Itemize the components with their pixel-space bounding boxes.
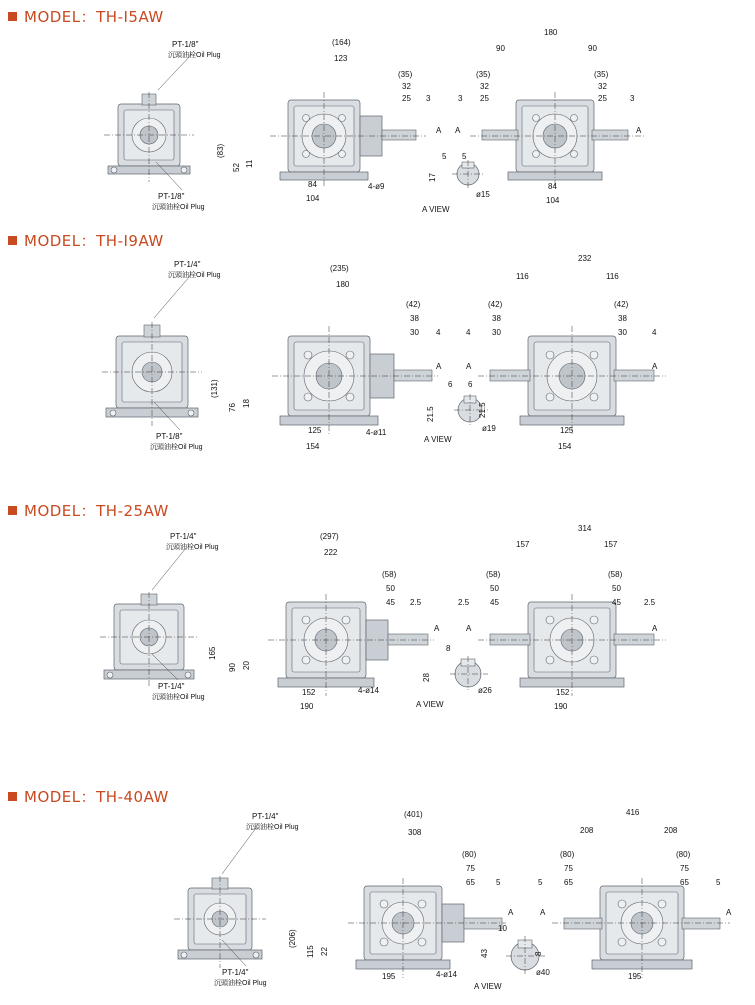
dim-right-1-9: 25 — [598, 94, 607, 103]
dim-front-2-0: (131) — [210, 379, 219, 398]
dim-front-3-1: 90 — [228, 663, 237, 672]
dim-aview-1-3: ø15 — [476, 190, 490, 199]
dim-right-4-3: (80) — [560, 850, 575, 859]
dim-side-4-5: 5 — [496, 878, 501, 887]
dim-right-1-3: (35) — [476, 70, 491, 79]
dim-right-2-12: 154 — [558, 442, 572, 451]
dim-side-3-7: 190 — [300, 702, 314, 711]
callout-pt-4b: PT-1/4" — [222, 968, 249, 977]
dim-aview-1-2: 5 — [462, 152, 467, 161]
dim-side-2-5: 4 — [436, 328, 441, 337]
dim-right-3-6: 2.5 — [458, 598, 470, 607]
callout-pt-4a: PT-1/4" — [252, 812, 279, 821]
callout-cn-3b: 沉頭油栓Oil Plug — [152, 694, 205, 701]
dim-side-1-3: 32 — [402, 82, 411, 91]
model-title-2: MODEL：TH-I9AW — [24, 232, 164, 250]
dim-side-1-2: (35) — [398, 70, 413, 79]
dim-right-4-11: 195 — [628, 972, 642, 981]
bullet-icon — [8, 792, 17, 801]
callout-pt-1b: PT-1/8" — [158, 192, 185, 201]
dim-right-4-9: 65 — [680, 878, 689, 887]
dim-front-4-2: 22 — [320, 947, 329, 956]
dim-right-3-10: 2.5 — [644, 598, 656, 607]
a-mark-4-2: A — [726, 908, 732, 917]
callout-pt-1a: PT-1/8" — [172, 40, 199, 49]
dim-right-4-4: 75 — [564, 864, 573, 873]
dim-right-3-7: (58) — [608, 570, 623, 579]
dim-right-2-4: 38 — [492, 314, 501, 323]
callout-cn-1a: 沉頭油栓Oil Plug — [168, 52, 221, 59]
dim-side-2-4: 30 — [410, 328, 419, 337]
dim-right-3-11: 152 — [556, 688, 570, 697]
dim-aview-3-1: 8 — [446, 644, 451, 653]
dim-right-1-12: 104 — [546, 196, 560, 205]
a-mark-3-1: A — [466, 624, 472, 633]
dim-right-4-6: 5 — [538, 878, 543, 887]
dim-aview-3-0: 28 — [422, 673, 431, 682]
dim-right-4-1: 208 — [580, 826, 594, 835]
dim-right-4-10: 5 — [716, 878, 721, 887]
dim-side-2-8: 4-ø11 — [366, 428, 387, 437]
section-th-15aw — [0, 0, 755, 222]
leader-line-2b — [150, 400, 190, 436]
dim-right-4-0: 416 — [626, 808, 640, 817]
callout-cn-4a: 沉頭油栓Oil Plug — [246, 824, 299, 831]
dim-right-1-10: 3 — [630, 94, 635, 103]
dim-aview-2-0: 21.5 — [426, 406, 435, 422]
dim-aview-4-3: ø40 — [536, 968, 550, 977]
callout-pt-2a: PT-1/4" — [174, 260, 201, 269]
dim-right-1-2: 90 — [588, 44, 597, 53]
model-header-1 — [8, 6, 164, 27]
callout-cn-4b: 沉頭油栓Oil Plug — [214, 980, 267, 987]
leader-line-3b — [148, 652, 188, 686]
a-view-label-2: A VIEW — [424, 435, 452, 444]
dim-right-1-1: 90 — [496, 44, 505, 53]
callout-cn-1b: 沉頭油栓Oil Plug — [152, 204, 205, 211]
dim-front-1-0: (83) — [216, 143, 225, 158]
dim-right-3-5: 45 — [490, 598, 499, 607]
dim-right-2-0: 232 — [578, 254, 592, 263]
dim-aview-1-0: 17 — [428, 173, 437, 182]
a-view-label-4: A VIEW — [474, 982, 502, 991]
a-view-label-1: A VIEW — [422, 205, 450, 214]
leader-line-3a — [144, 546, 192, 596]
dim-side-3-4: 45 — [386, 598, 395, 607]
dim-right-4-8: 75 — [680, 864, 689, 873]
dim-right-1-6: 3 — [458, 94, 463, 103]
side-view-3 — [268, 592, 438, 702]
a-mark-3-2: A — [652, 624, 658, 633]
callout-pt-2b: PT-1/8" — [156, 432, 183, 441]
side-view-1 — [270, 92, 430, 192]
dim-right-2-9: 30 — [618, 328, 627, 337]
dim-front-3-2: 20 — [242, 661, 251, 670]
right-view-3 — [478, 592, 668, 702]
dim-right-1-7: (35) — [594, 70, 609, 79]
dim-side-1-8: 4-ø9 — [368, 182, 385, 191]
dim-aview-2-1: 21.5 — [478, 402, 487, 418]
dim-side-4-7: 4-ø14 — [436, 970, 457, 979]
leader-line-1a — [148, 52, 198, 97]
model-title-3: MODEL：TH-25AW — [24, 502, 169, 520]
dim-right-1-11: 84 — [548, 182, 557, 191]
dim-side-3-3: 50 — [386, 584, 395, 593]
leader-line-4a — [216, 826, 260, 880]
callout-cn-2a: 沉頭油栓Oil Plug — [168, 272, 221, 279]
dim-side-2-1: 180 — [336, 280, 350, 289]
dim-front-2-2: 18 — [242, 399, 251, 408]
dim-right-2-2: 116 — [606, 272, 619, 281]
callout-cn-3a: 沉頭油栓Oil Plug — [166, 544, 219, 551]
dim-right-4-7: (80) — [676, 850, 691, 859]
side-view-2 — [272, 322, 442, 437]
dim-right-1-8: 32 — [598, 82, 607, 91]
dim-right-2-10: 4 — [652, 328, 657, 337]
bullet-icon — [8, 506, 17, 515]
dim-right-3-2: 157 — [604, 540, 618, 549]
dim-aview-2-3: 6 — [468, 380, 473, 389]
dim-side-2-0: (235) — [330, 264, 349, 273]
dim-front-3-0: 165 — [208, 646, 217, 660]
dim-side-4-4: 65 — [466, 878, 475, 887]
dim-side-2-7: 154 — [306, 442, 320, 451]
dim-right-2-1: 116 — [516, 272, 529, 281]
callout-cn-2b: 沉頭油栓Oil Plug — [150, 444, 203, 451]
dim-aview-4-0: 43 — [480, 949, 489, 958]
dim-side-2-3: 38 — [410, 314, 419, 323]
a-mark-1-0: A — [436, 126, 442, 135]
dim-side-4-0: (401) — [404, 810, 423, 819]
dim-right-3-4: 50 — [490, 584, 499, 593]
model-title-4: MODEL：TH-40AW — [24, 788, 169, 806]
leader-line-1b — [152, 160, 192, 195]
dim-side-3-8: 4-ø14 — [358, 686, 379, 695]
dim-side-1-5: 3 — [426, 94, 431, 103]
dim-side-4-3: 75 — [466, 864, 475, 873]
section-th-40aw — [0, 778, 755, 1005]
model-header-4 — [8, 786, 169, 807]
right-view-4 — [552, 876, 732, 986]
dim-side-1-7: 104 — [306, 194, 320, 203]
dim-side-1-4: 25 — [402, 94, 411, 103]
dim-side-1-0: (164) — [332, 38, 351, 47]
dim-side-2-2: (42) — [406, 300, 421, 309]
dim-side-3-2: (58) — [382, 570, 397, 579]
model-header-3 — [8, 500, 169, 521]
dim-aview-3-2: ø26 — [478, 686, 492, 695]
a-mark-1-1: A — [455, 126, 461, 135]
dim-side-4-1: 308 — [408, 828, 422, 837]
dim-side-3-0: (297) — [320, 532, 339, 541]
dim-side-4-6: 195 — [382, 972, 396, 981]
dim-right-2-3: (42) — [488, 300, 503, 309]
a-mark-2-2: A — [652, 362, 658, 371]
a-mark-2-1: A — [466, 362, 472, 371]
section-th-25aw — [0, 492, 755, 742]
dim-right-2-7: (42) — [614, 300, 629, 309]
callout-pt-3a: PT-1/4" — [170, 532, 197, 541]
a-mark-4-1: A — [540, 908, 546, 917]
dim-front-2-1: 76 — [228, 403, 237, 412]
dim-side-1-6: 84 — [308, 180, 317, 189]
dim-right-4-2: 208 — [664, 826, 678, 835]
bullet-icon — [8, 12, 17, 21]
model-title-1: MODEL：TH-I5AW — [24, 8, 164, 26]
dim-right-2-6: 4 — [466, 328, 471, 337]
dim-right-3-8: 50 — [612, 584, 621, 593]
dim-right-3-9: 45 — [612, 598, 621, 607]
dim-right-1-5: 25 — [480, 94, 489, 103]
dim-front-1-2: 11 — [245, 159, 254, 168]
dim-right-4-5: 65 — [564, 878, 573, 887]
dim-aview-4-1: 10 — [498, 924, 507, 933]
right-view-1 — [470, 92, 650, 192]
dim-right-2-8: 38 — [618, 314, 627, 323]
leader-line-4b — [216, 938, 256, 970]
bullet-icon — [8, 236, 17, 245]
dim-side-3-1: 222 — [324, 548, 338, 557]
dim-right-2-11: 125 — [560, 426, 574, 435]
dim-side-3-6: 152 — [302, 688, 316, 697]
dim-right-3-0: 314 — [578, 524, 592, 533]
a-mark-3-0: A — [434, 624, 440, 633]
dim-side-1-1: 123 — [334, 54, 348, 63]
a-view-detail-1 — [448, 160, 488, 192]
dim-aview-2-2: 6 — [448, 380, 453, 389]
a-mark-1-2: A — [636, 126, 642, 135]
right-view-2 — [478, 322, 668, 437]
dim-aview-1-1: 5 — [442, 152, 447, 161]
dim-side-4-2: (80) — [462, 850, 477, 859]
a-view-label-3: A VIEW — [416, 700, 444, 709]
section-th-19aw — [0, 222, 755, 472]
model-header-2 — [8, 230, 164, 251]
dim-front-1-1: 52 — [232, 163, 241, 172]
callout-pt-3b: PT-1/4" — [158, 682, 185, 691]
a-mark-2-0: A — [436, 362, 442, 371]
dim-right-1-0: 180 — [544, 28, 558, 37]
dim-right-2-5: 30 — [492, 328, 501, 337]
dim-right-3-1: 157 — [516, 540, 530, 549]
dim-right-3-3: (58) — [486, 570, 501, 579]
leader-line-2a — [146, 274, 196, 324]
dim-front-4-1: 115 — [306, 945, 315, 958]
dim-right-1-4: 32 — [480, 82, 489, 91]
dim-aview-2-4: ø19 — [482, 424, 496, 433]
a-mark-4-0: A — [508, 908, 514, 917]
dim-side-2-6: 125 — [308, 426, 322, 435]
dim-front-4-0: (206) — [288, 929, 297, 948]
dim-side-3-5: 2.5 — [410, 598, 422, 607]
dim-right-3-12: 190 — [554, 702, 568, 711]
side-view-4 — [348, 876, 508, 986]
dim-aview-4-2: 8 — [534, 951, 543, 956]
